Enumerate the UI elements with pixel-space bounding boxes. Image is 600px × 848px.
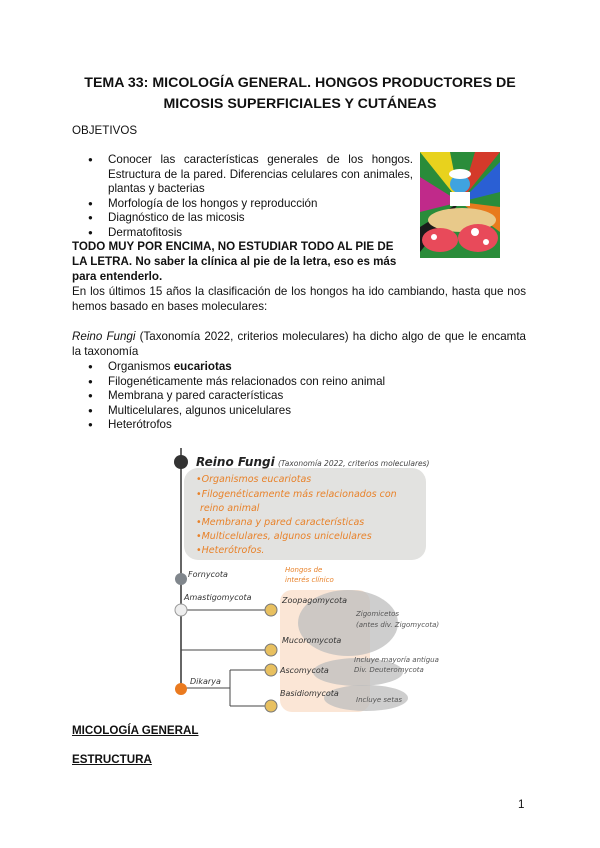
reino-fungi-list <box>88 360 385 433</box>
title-line-2: MICOSIS SUPERFICIALES Y CUTÁNEAS <box>163 96 437 112</box>
objetivos-heading: OBJETIVOS <box>72 124 138 137</box>
node-label: Fornycota <box>188 570 228 579</box>
item-bold: eucariotas <box>173 360 232 373</box>
note-label: Zigomicetos <box>356 610 400 618</box>
box-line: •Filogenéticamente más relacionados con <box>196 489 397 500</box>
list-item: ● Multicelulares, algunos unicelulares <box>88 404 385 419</box>
note-label: Incluye mayoría antigua <box>354 656 439 664</box>
section-heading: ESTRUCTURA <box>72 753 152 766</box>
node-label: Ascomycota <box>280 666 329 675</box>
list-item: ● Conocer las características generales de los hongos. Estructura de la pared. Diferencias celulares con animales, plantas y bacterias <box>88 153 413 197</box>
list-item: ● Heterótrofos <box>88 418 385 433</box>
list-item: ● Membrana y pared características <box>88 389 385 404</box>
node-label: Amastigomycota <box>184 593 252 602</box>
page-title <box>60 73 540 115</box>
section-heading: MICOLOGÍA GENERAL <box>72 724 199 737</box>
box-line: •Heterótrofos. <box>196 545 265 556</box>
term: Reino Fungi <box>72 330 136 343</box>
note-label: Incluye setas <box>356 696 403 704</box>
page-number: 1 <box>518 798 525 811</box>
note-label: Div. Deuteromycota <box>354 666 424 674</box>
clinical-label: interés clínico <box>285 576 334 584</box>
list-item <box>88 360 385 375</box>
diagram-subheading: (Taxonomía 2022, criterios moleculares) <box>278 459 430 468</box>
node-label: Basidiomycota <box>280 689 339 698</box>
study-note: TODO MUY POR ENCIMA, NO ESTUDIAR TODO AL PIE DE LA LETRA. No saber la clínica al pie de la letra, eso es más para entenderlo. <box>72 240 397 283</box>
item-text: Organismos <box>108 360 174 373</box>
node-label: Mucoromycota <box>282 636 342 645</box>
list-item: ● Morfología de los hongos y reproducción <box>88 197 413 212</box>
box-line: •Membrana y pared características <box>196 517 365 528</box>
box-line: reino animal <box>200 503 260 514</box>
list-item: ● Filogenéticamente más relacionados con reino animal <box>88 375 385 390</box>
list-item: ● Diagnóstico de las micosis <box>88 211 413 226</box>
box-line: •Organismos eucariotas <box>196 474 312 485</box>
paragraph: En los últimos 15 años la clasificación de los hongos ha ido cambiando, hasta que nos hemos basado en bases moleculares: <box>72 285 526 313</box>
node-label: Zoopagomycota <box>282 596 348 605</box>
clinical-label: Hongos de <box>285 566 323 574</box>
paragraph <box>72 330 526 359</box>
title-line-1: TEMA 33: MICOLOGÍA GENERAL. HONGOS PRODUCTORES DE <box>84 75 516 91</box>
smurf-mushroom-image <box>420 152 500 258</box>
diagram-heading: Reino Fungi <box>196 455 275 469</box>
paragraph-text: (Taxonomía 2022, criterios moleculares) ha dicho algo de que le encamta la taxonomía <box>72 330 526 358</box>
list-item: ● Dermatofitosis <box>88 226 413 241</box>
fungi-phylogeny-diagram <box>170 440 440 720</box>
node-label: Dikarya <box>190 677 221 686</box>
box-line: •Multicelulares, algunos unicelulares <box>196 531 372 542</box>
node-fungi <box>174 455 188 469</box>
objetivos-list <box>88 153 413 240</box>
note-label: (antes div. Zigomycota) <box>356 621 440 629</box>
